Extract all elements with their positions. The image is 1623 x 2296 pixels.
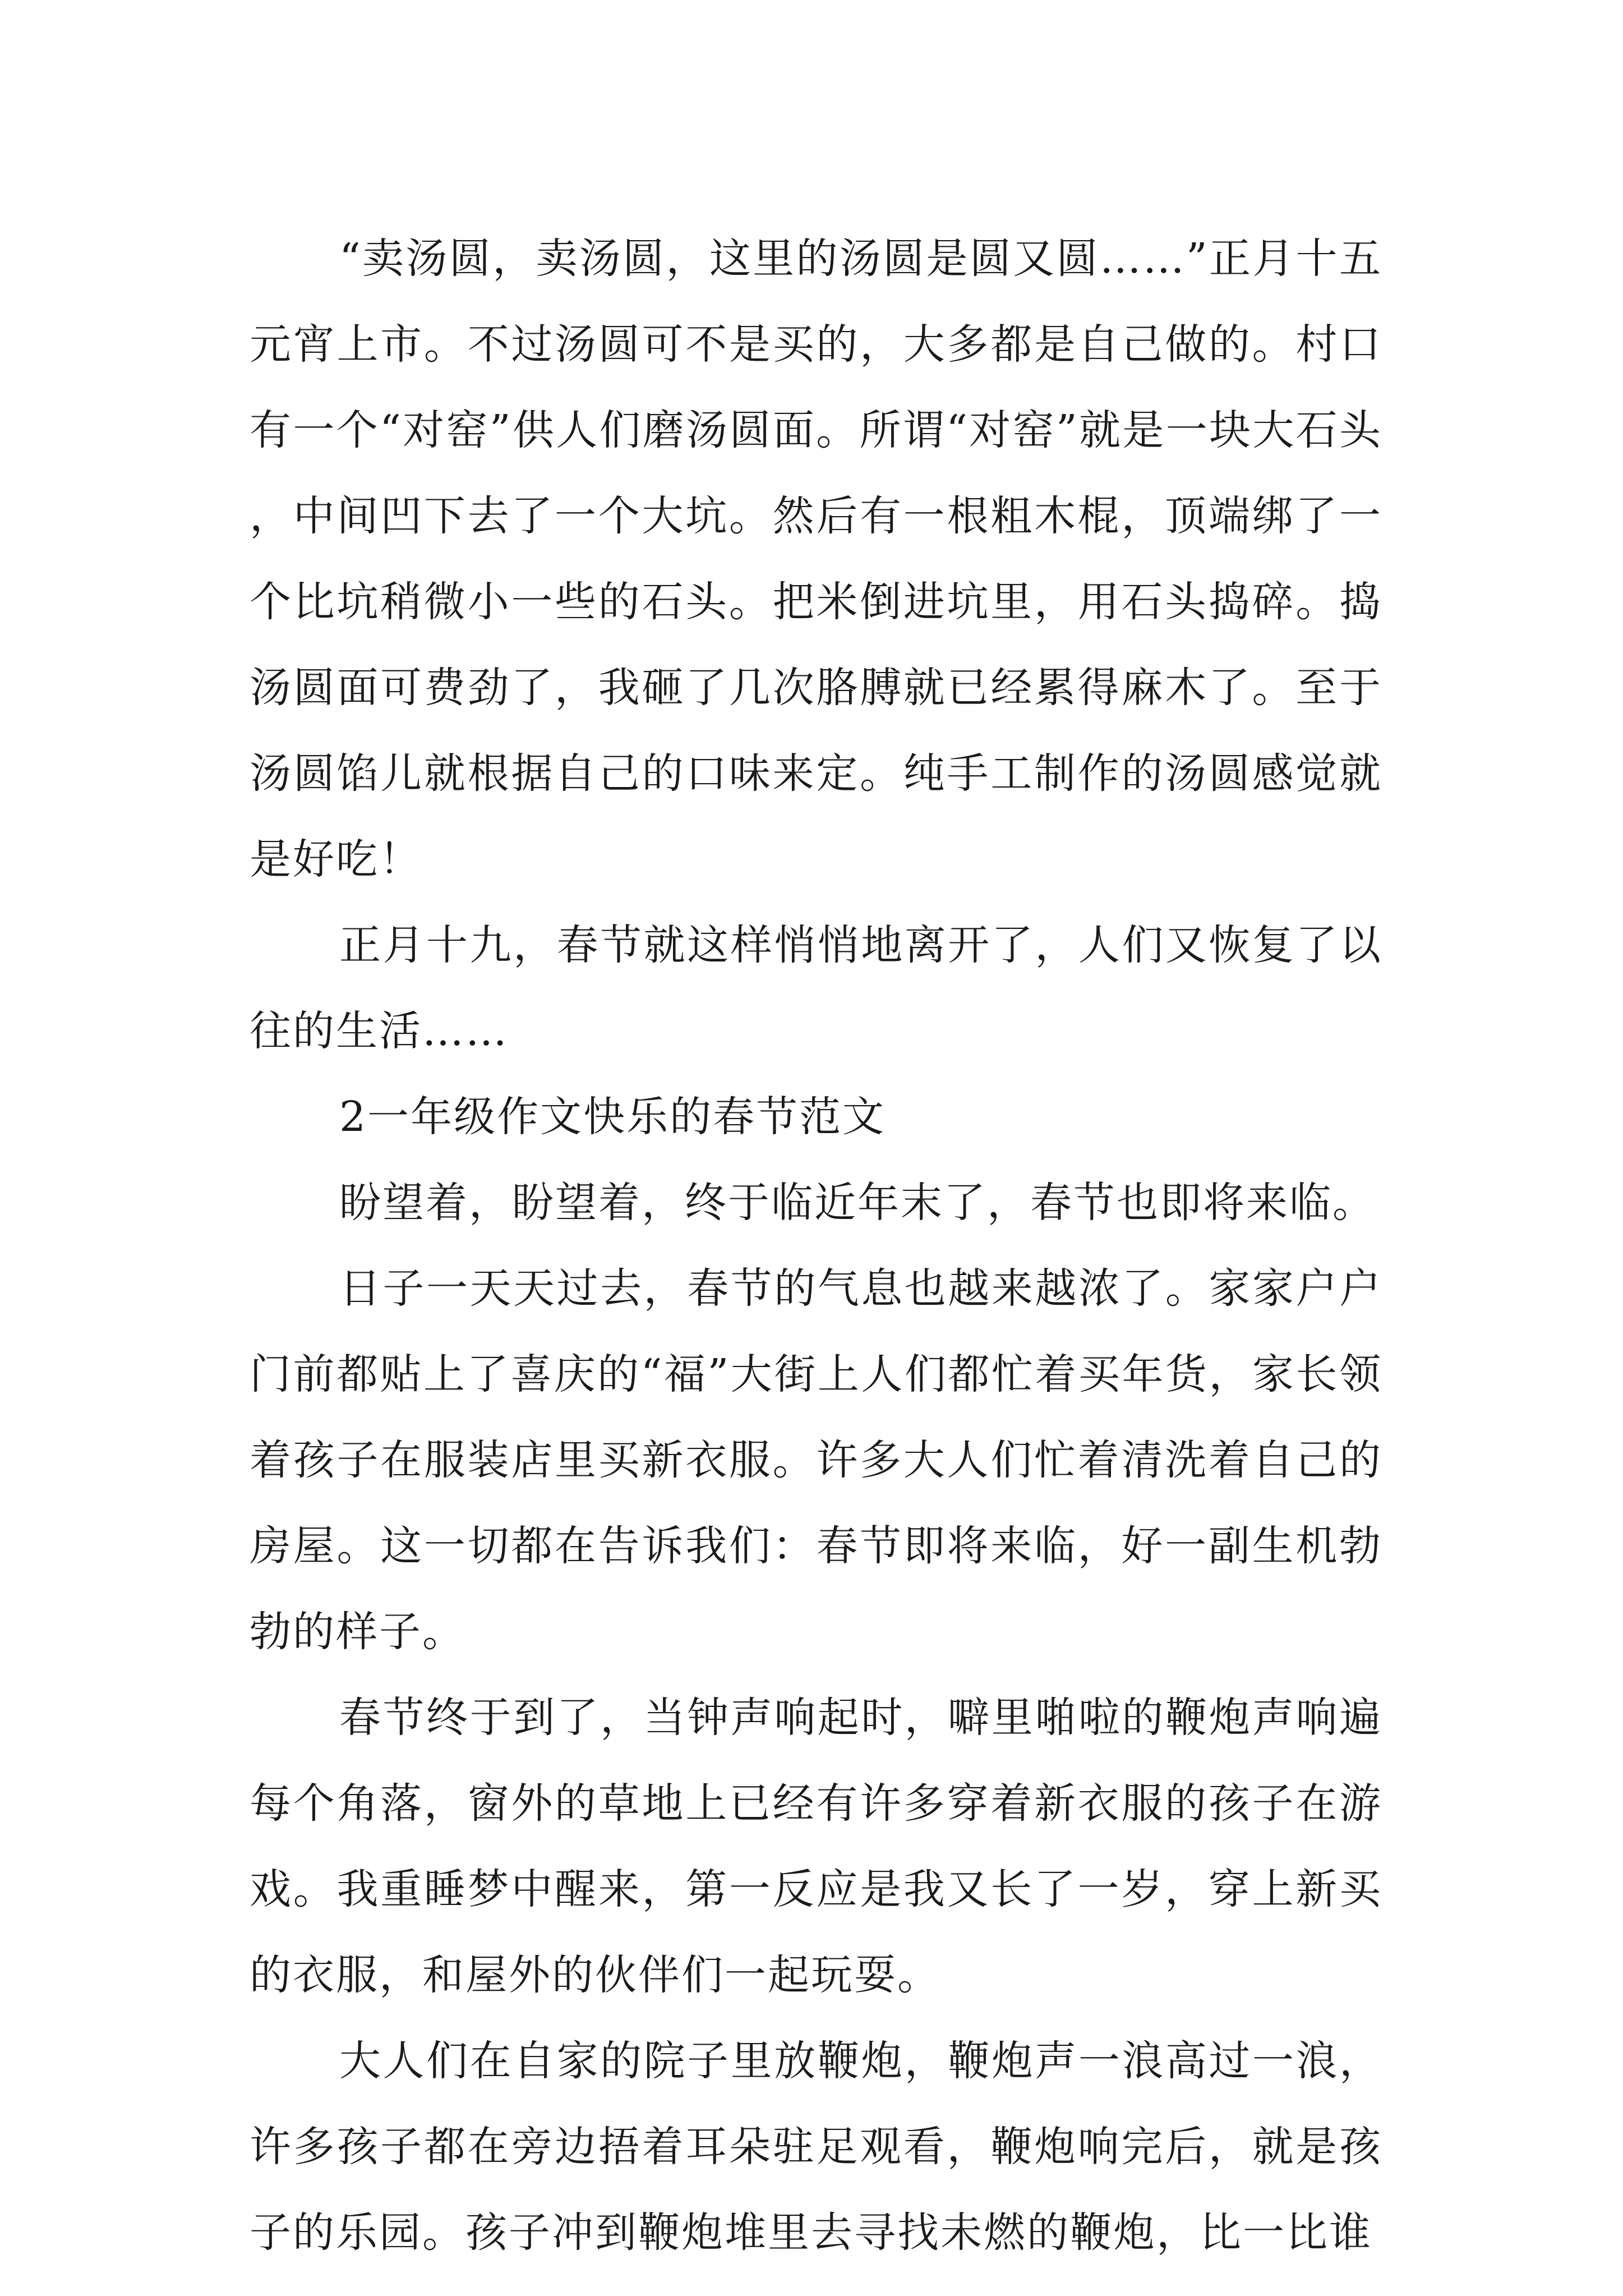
section-heading: 2一年级作文快乐的春节范文 — [339, 1093, 886, 1141]
paragraph-bianpao: 大人们在自家的院子里放鞭炮，鞭炮声一浪高过一浪，许多孩子都在旁边捂着耳朵驻足观看，鞭炮响完后，就是孩子的乐园。孩子冲到鞭炮堆里去寻找未燃的鞭炮，比一比谁 — [250, 2037, 1382, 2257]
paragraph-panwang: 盼望着，盼望着，终于临近年末了，春节也即将来临。 — [339, 1179, 1376, 1227]
paragraph-chunjie-daole: 春节终于到了，当钟声响起时，噼里啪啦的鞭炮声响遍每个角落，窗外的草地上已经有许多穿着新衣服的孩子在游戏。我重睡梦中醒来，第一反应是我又长了一岁，穿上新买的衣服，和屋外的伙伴们一起玩耍。 — [250, 1694, 1382, 1999]
body-text — [250, 216, 1382, 2276]
paragraph-zhengyue-shijiu: 正月十九，春节就这样悄悄地离开了，人们又恢复了以往的生活…… — [250, 921, 1382, 1055]
paragraph-tangyuan: “卖汤圆，卖汤圆，这里的汤圆是圆又圆……”正月十五元宵上市。不过汤圆可不是买的，大多都是自己做的。村口有一个“对窑”供人们磨汤圆面。所谓“对窑”就是一块大石头，中间凹下去了一个大坑。然后有一根粗木棍，顶端绑了一个比坑稍微小一些的石头。把米倒进坑里，用石头捣碎。捣汤圆面可费劲了，我砸了几次胳膊就已经累得麻木了。至于汤圆馅儿就根据自己的口味来定。纯手工制作的汤圆感觉就是好吃！ — [250, 234, 1382, 884]
paragraph-rizi: 日子一天天过去，春节的气息也越来越浓了。家家户户门前都贴上了喜庆的“福”大街上人们都忙着买年货，家长领着孩子在服装店里买新衣服。许多大人们忙着清洗着自己的房屋。这一切都在告诉我们：春节即将来临，好一副生机勃勃的样子。 — [250, 1264, 1382, 1656]
